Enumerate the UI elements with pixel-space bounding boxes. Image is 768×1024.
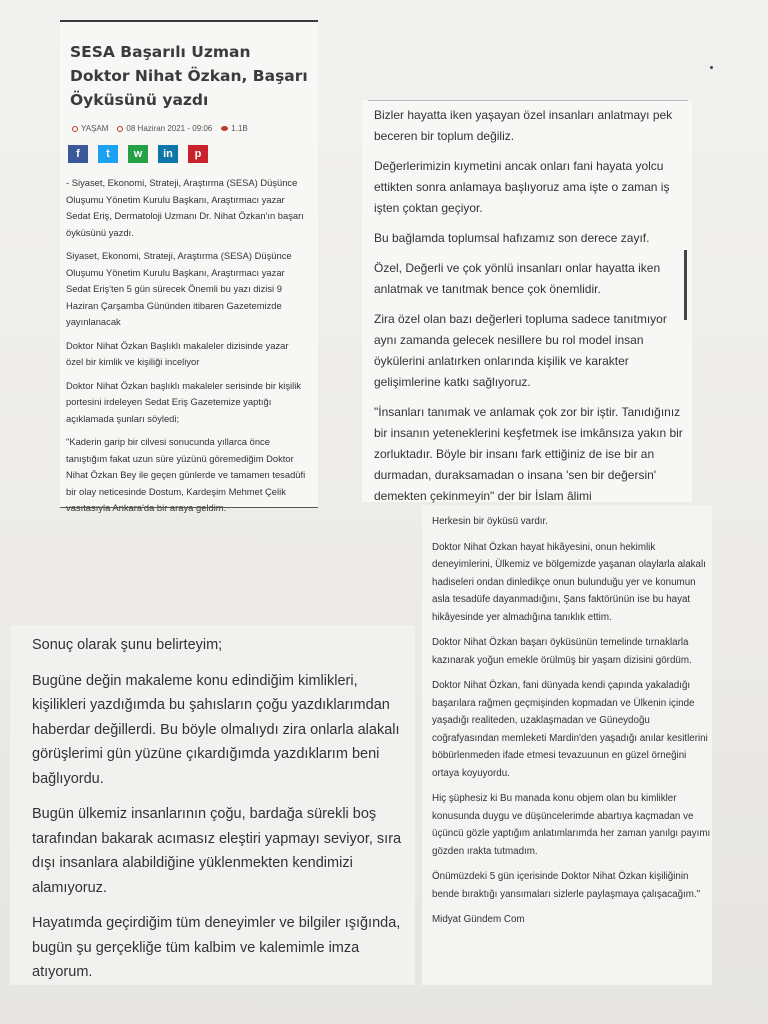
intro-paragraph: - Siyaset, Ekonomi, Strateji, Araştırma (SESA) Düşünce Oluşumu Yönetim Kurulu Başkanı, Araştırmacı yazar Sedat Eriş, Dermatoloji Uzmanı Dr. Nihat Özkan'ın başarı öyküsünü yazdı. xyxy=(66,177,304,238)
story-paragraph: Doktor Nihat Özkan, fani dünyada kendi çapında yakaladığı başarılara rağmen geçmişinden kopmadan ve Ülkenin içinde yaşadığı realiteden, uzaklaşmadan ve Güneydoğu coğrafyasından memleketi Mardin'den yaşadığı anılar kesitlerini böbürlenmeden ifade etmesi tevazuunun en güzel örneğini ortaya koyuyordu. xyxy=(432,680,708,779)
article-intro xyxy=(66,175,308,517)
margin-bar xyxy=(684,250,687,320)
story-paragraph: Doktor Nihat Özkan başarı öyküsünün temelinde tırnaklarla kazınarak yoğun emekle örülmüş bir yaşam dizisini gördüm. xyxy=(432,637,692,666)
conclusion-text xyxy=(32,633,415,985)
column-paragraph: "İnsanları tanımak ve anlamak çok zor bir iştir. Tanıdığınız bir insanın yeteneklerini keşfetmek ise imkânsıza yakın bir zorluktadır. Böyle bir insanı fark ettiğiniz de ise bir an durmadan, duraksamadan o insana 'sen bir değersin' demekten çekinmeyin" der bir İslam âlimi xyxy=(374,405,683,503)
whatsapp-icon[interactable]: w xyxy=(128,145,148,163)
article-column-text xyxy=(374,105,692,507)
top-rule xyxy=(368,100,688,101)
social-share-bar xyxy=(68,145,318,163)
category-label: YAŞAM xyxy=(81,124,109,133)
article-title: SESA Başarılı Uzman Doktor Nihat Özkan, Başarı Öyküsünü yazdı xyxy=(70,43,308,109)
conclusion-paragraph: Hayatımda geçirdiğim tüm deneyimler ve bilgiler ışığında, bugün şu gerçekliğe tüm kalbim ve kalemimle imza atıyorum. xyxy=(32,915,401,980)
conclusion-paragraph: Sonuç olarak şunu belirteyim; xyxy=(32,637,223,653)
category-circle-icon xyxy=(72,126,78,132)
twitter-icon[interactable]: t xyxy=(98,145,118,163)
column-paragraph: Özel, Değerli ve çok yönlü insanları onlar hayatta iken anlatmak ve tanıtmak bence çok önemlidir. xyxy=(374,261,661,296)
linkedin-icon[interactable]: in xyxy=(158,145,178,163)
article-column-clipping xyxy=(362,100,692,502)
story-paragraph: Doktor Nihat Özkan hayat hikâyesini, onun hekimlik deneyimlerini, Ülkemiz ve bölgemizde yaşanan olaylarla alakalı hadiseleri ondan dinledikçe onun bulunduğu yer ve konumun asla tesadüfe dayanmadığını, Şans faktörünün ise bu hayat hikâyesinde yer almadığına tanıklık ettim. xyxy=(432,541,706,623)
views-label: 1.1B xyxy=(231,124,248,133)
clock-icon xyxy=(117,126,123,132)
pinterest-icon[interactable]: p xyxy=(188,145,208,163)
facebook-icon[interactable]: f xyxy=(68,145,88,163)
story-clipping xyxy=(422,505,712,985)
date-label: 08 Haziran 2021 - 09:06 xyxy=(126,124,213,133)
publish-date xyxy=(117,124,212,133)
category-tag[interactable] xyxy=(72,124,108,133)
paper-speck xyxy=(710,66,713,69)
story-text xyxy=(432,513,712,929)
conclusion-clipping xyxy=(10,625,415,985)
view-count xyxy=(221,124,247,133)
column-paragraph: Bu bağlamda toplumsal hafızamız son derece zayıf. xyxy=(374,231,650,245)
intro-paragraph: Siyaset, Ekonomi, Strateji, Araştırma (SESA) Düşünce Oluşumu Yönetim Kurulu Başkanı, Araştırmacı yazar Sedat Eriş'ten 5 gün sürecek Önemli bu yazı dizisi 9 Haziran Çarşamba Gününden itibaren Gazetemizde yayınlanacak xyxy=(66,250,292,327)
clipping-bottom-rule xyxy=(60,507,318,508)
column-paragraph: Değerlerimizin kıymetini ancak onları fani hayata yolcu ettikten sonra anlamaya başlıyoruz ama işte o zaman iş işten çoktan geçiyor. xyxy=(374,159,670,215)
intro-paragraph: Doktor Nihat Özkan Başlıklı makaleler dizisinde yazar özel bir kimlik ve kişiliği inceliyor xyxy=(66,339,289,367)
story-paragraph: Hiç şüphesiz ki Bu manada konu objem olan bu kimlikler konusunda duygu ve düşüncelerimde abartıya kaçmadan ve üçüncü gözle yaptığım anlatımlarımda her zaman yanılgı payımı gözden ırakta tutmadım. xyxy=(432,793,711,857)
conclusion-paragraph: Bugün ülkemiz insanlarının çoğu, bardağa sürekli boş tarafından bakarak acımasız eleştiri yapmayı seviyor, sıra dışı insanlara alabildiğine yüklenmekten kendimizi alamıyoruz. xyxy=(32,806,402,896)
conclusion-paragraph: Bugüne değin makaleme konu edindiğim kimlikleri, kişilikleri yazdığımda bu şahısların çoğu yazdıklarımdan haberdar değillerdi. Bu böyle olmalıydı zira onlarla alakalı görüşlerimi gün yüzüne çıkardığımda yazdıklarım beni bağlıyordu. xyxy=(32,672,400,787)
article-meta xyxy=(72,124,318,133)
story-paragraph: Midyat Gündem Com xyxy=(432,914,525,925)
intro-paragraph: "Kaderin garip bir cilvesi sonucunda yıllarca önce tanıştığım fakat uzun süre yüzünü göremediğim Doktor Nihat Özkan Bey ile geçen günlerde ve tamamen tesadüfi bir olay neticesinde Dostum, Kardeşim Mehmet Çelik vasıtasıyla Ankara'da bir araya geldim. xyxy=(66,436,306,513)
story-paragraph: Herkesin bir öyküsü vardır. xyxy=(432,516,548,527)
column-paragraph: Zira özel olan bazı değerleri topluma sadece tanıtmıyor aynı zamanda gelecek nesillere bu rol model insan öykülerini anlatırken onlarında kişilik ve karakter gelişimlerine katkı sağlıyoruz. xyxy=(374,312,667,389)
column-paragraph: Bizler hayatta iken yaşayan özel insanları anlatmayı pek beceren bir toplum değiliz. xyxy=(374,108,673,143)
article-header-clipping xyxy=(60,20,318,513)
story-paragraph: Önümüzdeki 5 gün içerisinde Doktor Nihat Özkan kişiliğinin bende bıraktığı yansımaları sizlerle paylaşmaya çalışacağım." xyxy=(432,871,701,900)
intro-paragraph: Doktor Nihat Özkan başlıklı makaleler serisinde bir kişilik portesini irdeleyen Sedat Eriş Gazetemize yaptığı açıklamada şunları söyledi; xyxy=(66,379,301,424)
eye-icon xyxy=(221,126,228,131)
